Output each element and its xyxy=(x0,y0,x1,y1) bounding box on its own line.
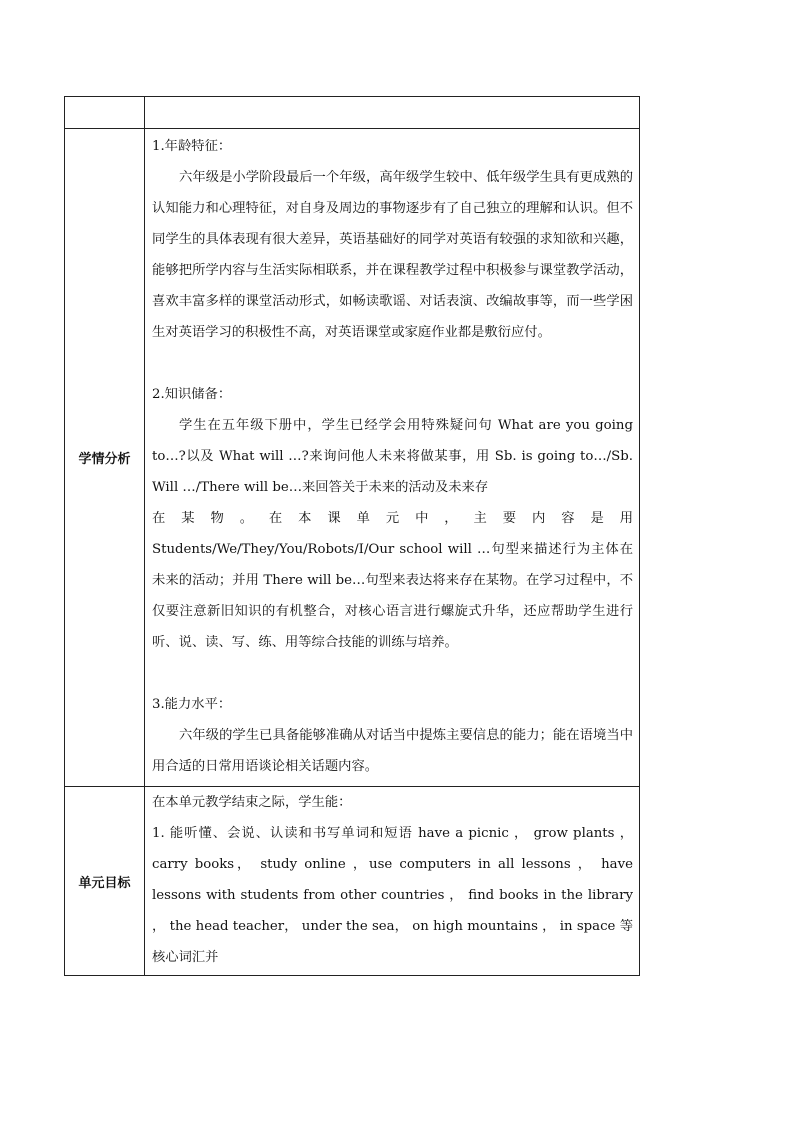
row-label-empty xyxy=(65,97,145,129)
paragraph-ability: 六年级的学生已具备能够准确从对话当中提炼主要信息的能力；能在语境当中用合适的日常用语谈论相关话题内容。 xyxy=(152,728,633,774)
row-content-goals xyxy=(145,787,640,976)
paragraph-knowledge-a: 学生在五年级下册中，学生已经学会用特殊疑问句 What are you going to…?以及 What will …?来询问他人未来将做某事，用 Sb. is going to…/Sb. Will …/There will be…来回答关于未来的活动及未来存 xyxy=(152,418,633,495)
section-heading-age: 1.年龄特征： xyxy=(152,139,232,154)
goals-item-1: 1. 能听懂、会说、认读和书写单词和短语 have a picnic ， grow plants ， carry books， study online ，use computers in all lessons ， have lessons with students from other countries ， find books in the library ， the head teacher， under the sea， on high mountains ， in space 等核心词汇并 xyxy=(152,826,633,965)
spacer xyxy=(152,658,633,689)
goals-intro: 在本单元教学结束之际，学生能： xyxy=(152,795,352,810)
row-label-goals: 单元目标 xyxy=(65,787,145,976)
paragraph-age: 六年级是小学阶段最后一个年级，高年级学生较中、低年级学生具有更成熟的认知能力和心理特征，对自身及周边的事物逐步有了自己独立的理解和认识。但不同学生的具体表现有很大差异，英语基础好的同学对英语有较强的求知欲和兴趣，能够把所学内容与生活实际相联系，并在课程教学过程中积极参与课堂教学活动，喜欢丰富多样的课堂活动形式，如畅读歌谣、对话表演、改编故事等，而一些学困生对英语学习的积极性不高，对英语课堂或家庭作业都是敷衍应付。 xyxy=(152,170,633,340)
row-content-analysis xyxy=(145,129,640,787)
row-label-analysis: 学情分析 xyxy=(65,129,145,787)
table-row xyxy=(65,97,640,129)
section-heading-knowledge: 2.知识储备： xyxy=(152,387,232,402)
table-row xyxy=(65,787,640,976)
section-heading-ability: 3.能力水平： xyxy=(152,697,232,712)
row-content-empty xyxy=(145,97,640,129)
table-row xyxy=(65,129,640,787)
paragraph-knowledge-b: 在 某 物 。 在 本 课 单 元 中 ， 主 要 内 容 是 用 xyxy=(152,511,633,526)
spacer xyxy=(152,348,633,379)
lesson-plan-table xyxy=(64,96,640,976)
paragraph-knowledge-c: Students/We/They/You/Robots/I/Our school will …句型来描述行为主体在未来的活动；并用 There will be…句型来表达将来存在某物。在学习过程中，不仅要注意新旧知识的有机整合，对核心语言进行螺旋式升华，还应帮助学生进行听、说、读、写、练、用等综合技能的训练与培养。 xyxy=(152,542,633,650)
